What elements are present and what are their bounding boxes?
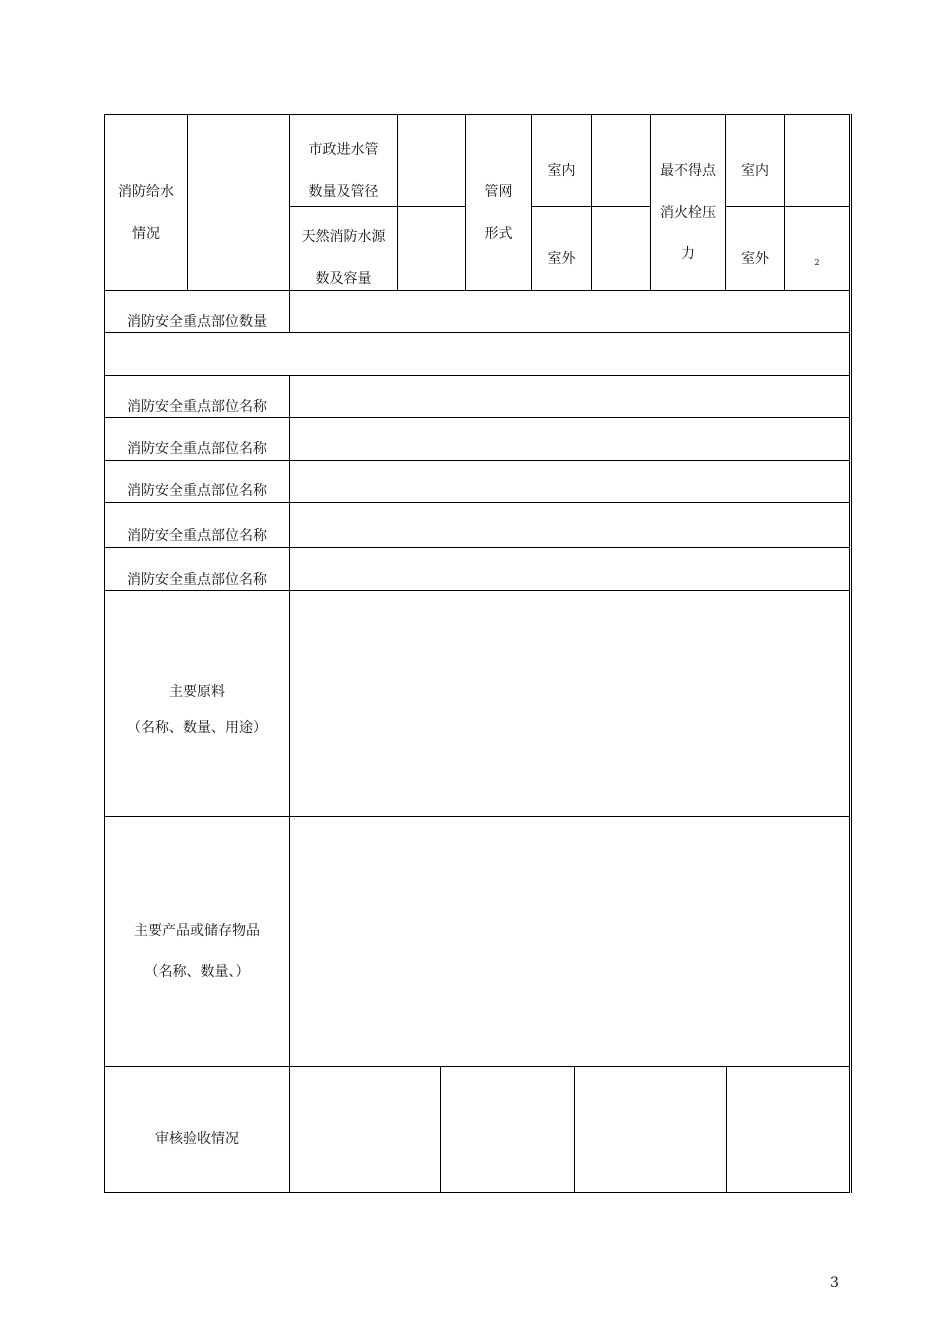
divider (104, 1066, 850, 1067)
outdoor-label-2: 室外 (741, 251, 769, 267)
divider (397, 114, 398, 291)
page-number: 3 (830, 1275, 839, 1291)
least-point-line2: 消火栓压 (660, 205, 716, 221)
table-border-top (104, 114, 850, 115)
indoor-label-1: 室内 (547, 163, 576, 179)
key-part-name-label: 消防安全重点部位名称 (127, 441, 267, 457)
outdoor-value: 2 (814, 258, 820, 267)
divider (104, 590, 850, 591)
divider (289, 206, 466, 207)
divider (440, 1066, 441, 1193)
outdoor-label-1: 室外 (547, 251, 576, 267)
least-point-line3: 力 (681, 246, 695, 262)
table-border-right (849, 114, 850, 1193)
table-border-left (104, 114, 105, 1193)
divider (104, 460, 850, 461)
divider (289, 290, 290, 333)
divider (104, 816, 850, 817)
review-label: 审核验收情况 (155, 1131, 239, 1147)
divider (574, 1066, 575, 1193)
divider (531, 206, 651, 207)
raw-materials-label (105, 683, 289, 737)
indoor-label-2: 室内 (741, 163, 769, 179)
raw-materials-line1: 主要原料 (169, 684, 225, 700)
divider (591, 114, 592, 291)
key-parts-count-label: 消防安全重点部位数量 (127, 314, 267, 330)
table-border-bottom (104, 1192, 850, 1193)
divider (725, 206, 850, 207)
natural-source-line1: 天然消防水源 (301, 229, 386, 245)
water-supply-label-line1: 消防给水 (118, 184, 174, 200)
divider (187, 114, 188, 291)
divider (104, 290, 850, 291)
divider (104, 502, 850, 503)
municipal-inlet-line1: 市政进水管 (308, 142, 379, 158)
water-supply-label-line2: 情况 (132, 226, 160, 242)
divider (726, 1066, 727, 1193)
divider (104, 332, 850, 333)
network-form-line1: 管网 (484, 184, 513, 200)
key-part-name-label: 消防安全重点部位名称 (127, 572, 267, 588)
municipal-inlet-line2: 数量及管径 (308, 184, 379, 200)
natural-source-label (290, 228, 397, 288)
least-point-line1: 最不得点 (660, 163, 716, 179)
key-part-name-label: 消防安全重点部位名称 (127, 528, 267, 544)
divider (104, 547, 850, 548)
network-form-label (466, 183, 531, 243)
least-point-pressure-label (651, 162, 725, 263)
products-line1: 主要产品或储存物品 (134, 923, 260, 939)
products-label (105, 922, 289, 981)
key-part-name-label: 消防安全重点部位名称 (127, 483, 267, 499)
municipal-inlet-label (290, 141, 397, 201)
water-supply-label (105, 183, 187, 243)
products-line2: （名称、数量、） (144, 964, 250, 980)
divider (104, 375, 850, 376)
network-form-line2: 形式 (484, 226, 513, 242)
key-part-name-label: 消防安全重点部位名称 (127, 399, 267, 415)
raw-materials-line2: （名称、数量、用途） (127, 720, 267, 736)
table-border-right-outer (851, 114, 852, 1193)
divider (104, 417, 850, 418)
natural-source-line2: 数及容量 (315, 271, 372, 287)
divider (289, 375, 290, 1193)
